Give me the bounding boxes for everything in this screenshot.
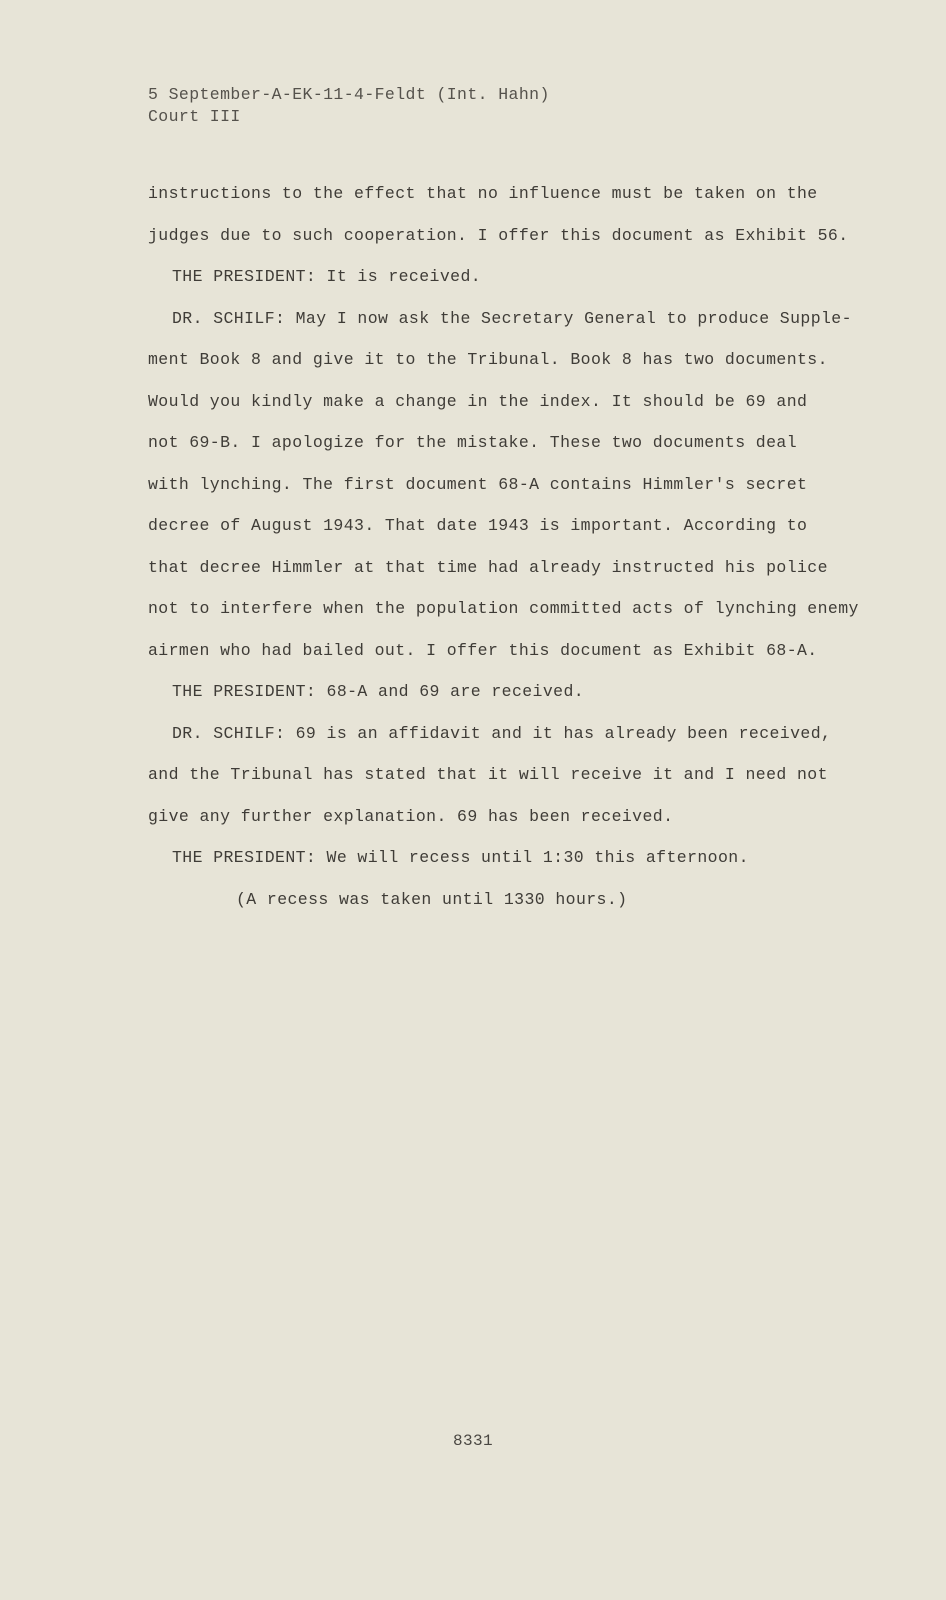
transcript-line: (A recess was taken until 1330 hours.) xyxy=(236,889,628,909)
header-line-2: Court III xyxy=(148,107,241,126)
transcript-body xyxy=(148,182,860,929)
transcript-line: give any further explanation. 69 has been received. xyxy=(148,806,674,826)
transcript-line: and the Tribunal has stated that it will receive it and I need not xyxy=(148,765,828,784)
transcript-line: THE PRESIDENT: It is received. xyxy=(172,267,482,286)
transcript-line: ment Book 8 and give it to the Tribunal. Book 8 has two documents. xyxy=(148,350,828,369)
transcript-line: airmen who had bailed out. I offer this document as Exhibit 68-A. xyxy=(148,640,818,660)
page-header xyxy=(148,84,550,128)
transcript-line: with lynching. The first document 68-A contains Himmler's secret xyxy=(148,474,808,494)
transcript-line: DR. SCHILF: May I now ask the Secretary General to produce Supple- xyxy=(172,308,852,328)
transcript-line: not to interfere when the population committed acts of lynching enemy xyxy=(148,599,859,618)
page-number: 8331 xyxy=(452,1432,493,1450)
transcript-line: not 69-B. I apologize for the mistake. These two documents deal xyxy=(148,433,798,452)
transcript-line: Would you kindly make a change in the index. It should be 69 and xyxy=(148,391,808,411)
transcript-line: instructions to the effect that no influence must be taken on the xyxy=(148,184,818,203)
header-line-1: 5 September-A-EK-11-4-Feldt (Int. Hahn) xyxy=(148,85,550,104)
transcript-line: decree of August 1943. That date 1943 is important. According to xyxy=(148,516,808,535)
transcript-line: that decree Himmler at that time had already instructed his police xyxy=(148,557,828,577)
transcript-line: THE PRESIDENT: We will recess until 1:30 this afternoon. xyxy=(172,848,749,867)
transcript-line: DR. SCHILF: 69 is an affidavit and it has already been received, xyxy=(172,723,832,743)
transcript-line: THE PRESIDENT: 68-A and 69 are received. xyxy=(172,682,585,701)
transcript-line: judges due to such cooperation. I offer this document as Exhibit 56. xyxy=(148,225,849,245)
